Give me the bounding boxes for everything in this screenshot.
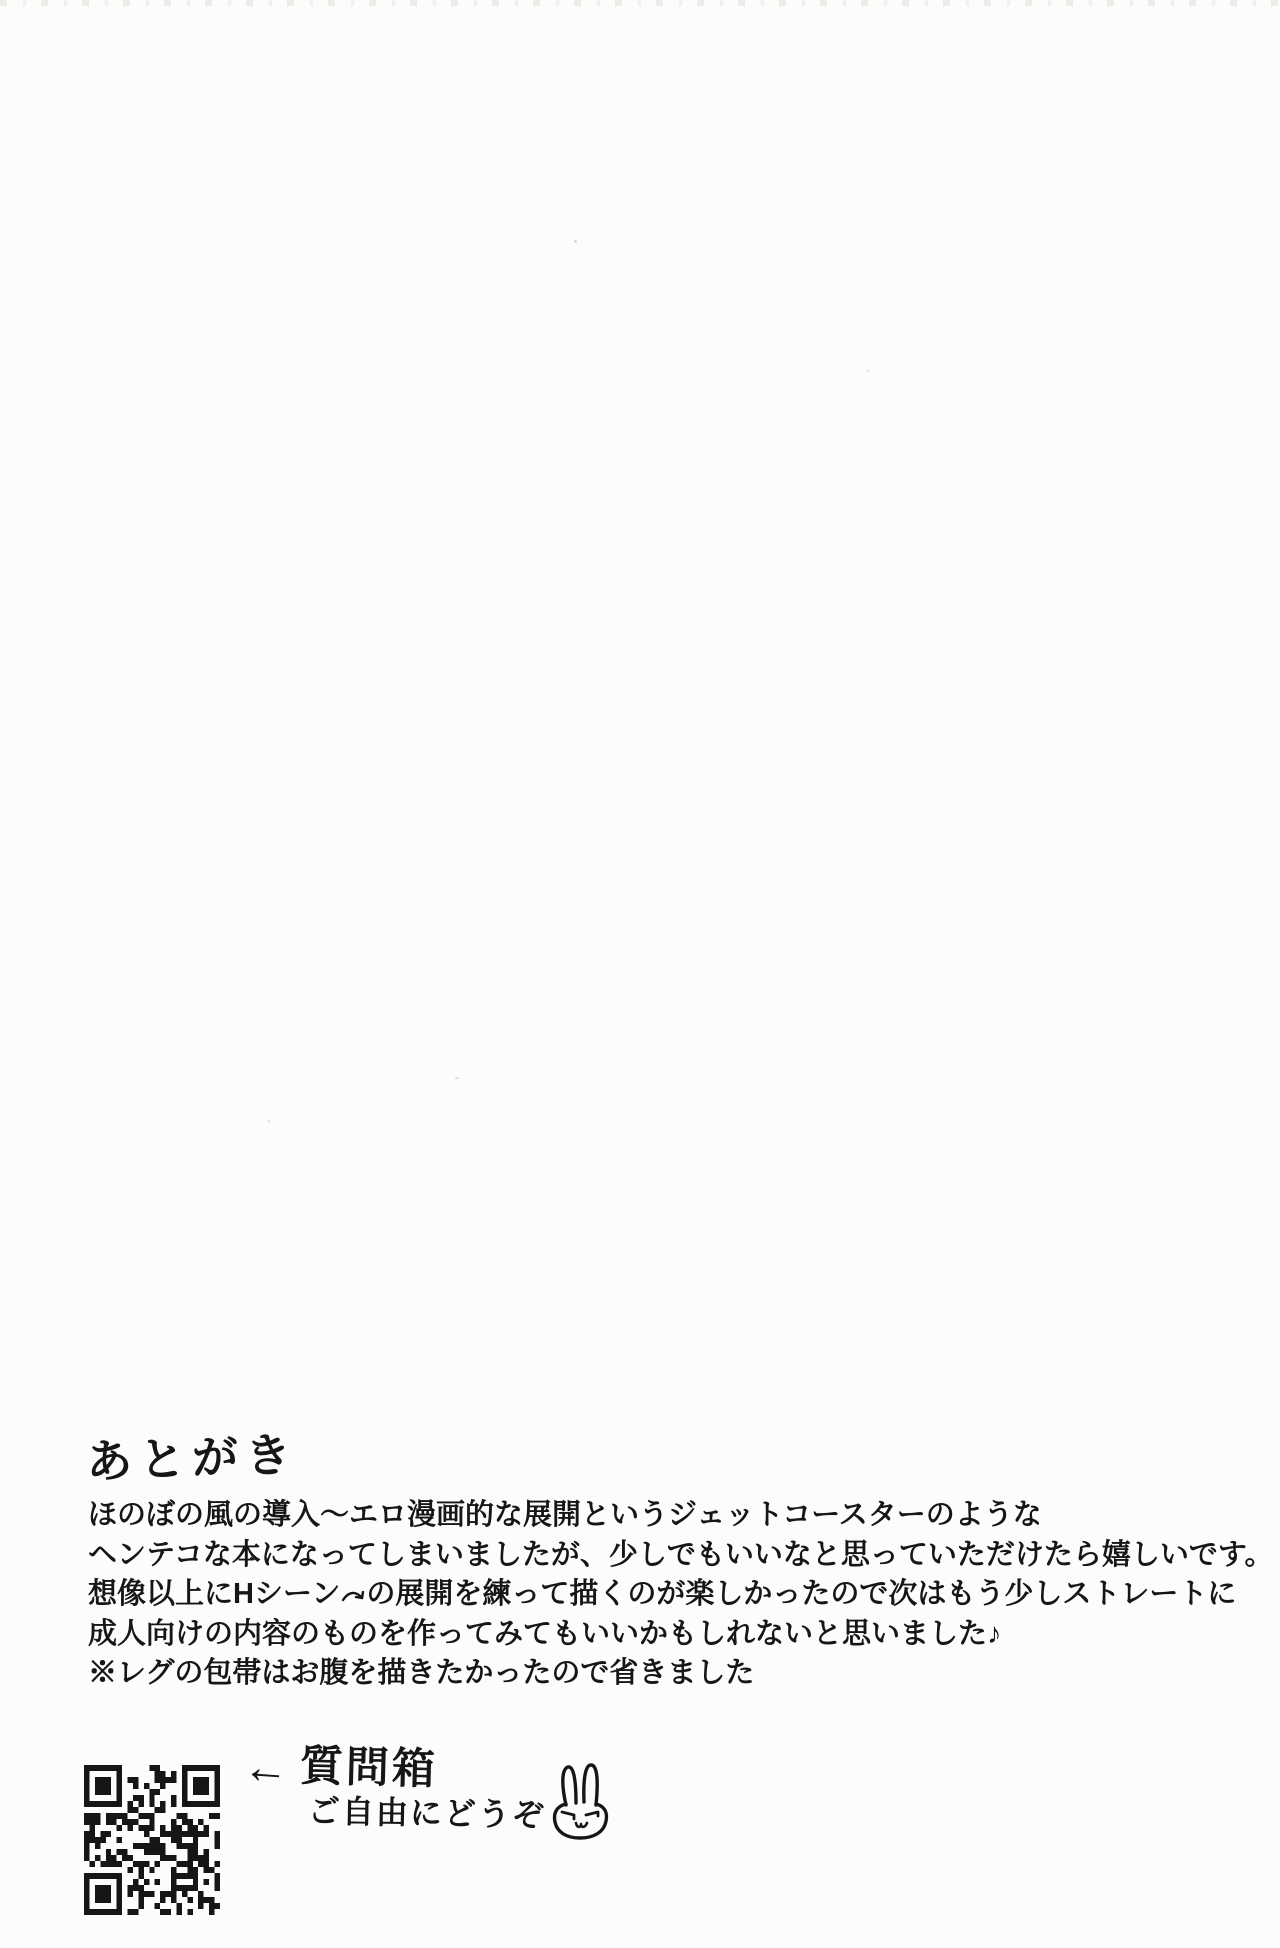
qr-code: [84, 1765, 220, 1915]
question-box-label: 質問箱: [299, 1742, 439, 1794]
rabbit-doodle-icon: [549, 1761, 611, 1841]
afterword-line-3: [88, 1575, 1274, 1615]
afterword-body: [88, 1496, 1274, 1694]
afterword-title: あとがき: [85, 1428, 299, 1488]
afterword-line-1: ほのぼの風の導入〜エロ漫画的な展開というジェットコースターのような: [88, 1499, 1042, 1531]
afterword-line-3-post: の展開を練って描くのが楽しかったので次はもう少しストレートに: [366, 1578, 1237, 1610]
dust-speck: [574, 240, 577, 243]
left-arrow-icon: ←: [241, 1739, 291, 1795]
ink-squiggle-icon: [341, 1589, 365, 1605]
question-box-sublabel: ご自由にどうぞ: [307, 1792, 547, 1834]
dust-speck: [866, 370, 869, 372]
afterword-line-5: ※レグの包帯はお腹を描きたかったので省きました: [88, 1657, 755, 1689]
afterword-line-3-pre: 想像以上にHシーン: [88, 1578, 341, 1610]
afterword-line-4: 成人向けの内容のものを作ってみてもいいかもしれないと思いました♪: [88, 1617, 1002, 1650]
scanner-noise-strip: [0, 0, 1280, 6]
dust-speck: [455, 1077, 459, 1079]
afterword-line-2: ヘンテコな本になってしまいましたが、少しでもいいなと思っていただけたら嬉しいです。: [88, 1538, 1274, 1571]
dust-speck: [268, 1120, 270, 1123]
